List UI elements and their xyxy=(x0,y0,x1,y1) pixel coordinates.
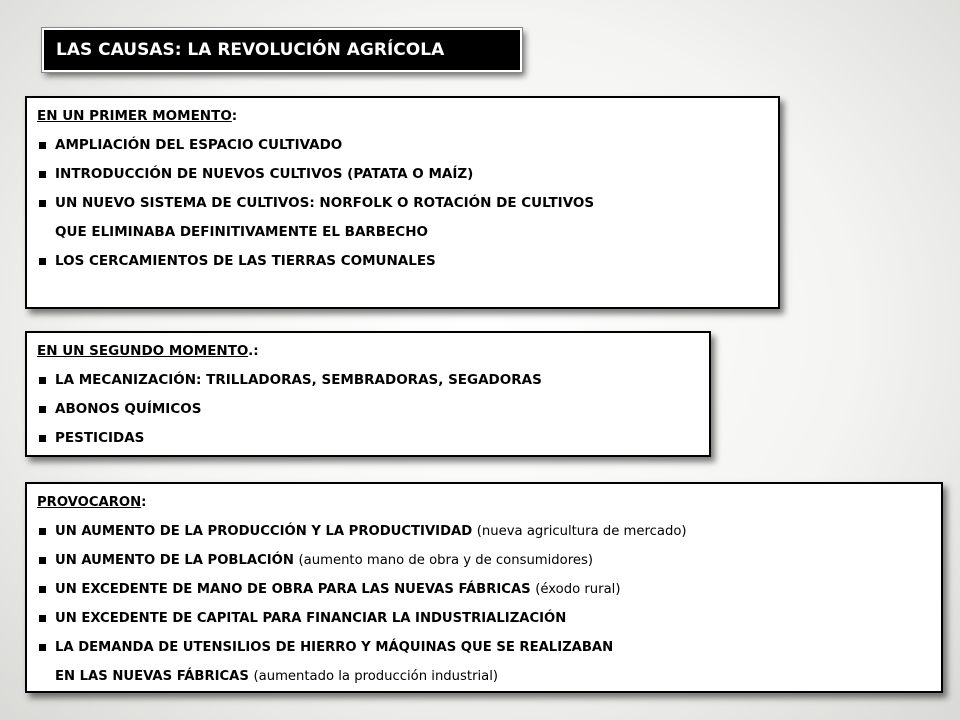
list-item xyxy=(37,517,931,546)
continuation-note: (aumentado la producción industrial) xyxy=(253,669,499,684)
item-continuation: QUE ELIMINABA DEFINITIVAMENTE EL BARBECHO xyxy=(55,224,428,240)
square-bullet-icon xyxy=(39,435,46,442)
list-item xyxy=(37,247,768,276)
section-heading xyxy=(37,337,699,366)
heading-suffix: .: xyxy=(248,343,259,359)
list-item xyxy=(37,546,931,575)
square-bullet-icon xyxy=(39,557,46,564)
bullet-list xyxy=(37,517,931,691)
square-bullet-icon xyxy=(39,171,46,178)
square-bullet-icon xyxy=(39,200,46,207)
square-bullet-icon xyxy=(39,258,46,265)
square-bullet-icon xyxy=(39,377,46,384)
item-text: AMPLIACIÓN DEL ESPACIO CULTIVADO xyxy=(55,137,343,153)
heading-suffix: : xyxy=(231,108,238,124)
bullet-list xyxy=(37,366,699,453)
list-item xyxy=(37,160,768,189)
square-bullet-icon xyxy=(39,528,46,535)
heading-suffix: : xyxy=(141,495,147,510)
list-item xyxy=(37,395,699,424)
continuation-text: EN LAS NUEVAS FÁBRICAS xyxy=(55,669,254,684)
item-text: INTRODUCCIÓN DE NUEVOS CULTIVOS (PATATA O MAÍZ) xyxy=(55,166,474,182)
list-item xyxy=(37,575,931,604)
heading-text: EN UN PRIMER MOMENTO xyxy=(37,108,232,124)
list-item xyxy=(37,633,931,691)
item-text: UN NUEVO SISTEMA DE CULTIVOS: NORFOLK O ROTACIÓN DE CULTIVOS xyxy=(55,195,595,211)
item-text: ABONOS QUÍMICOS xyxy=(55,401,202,417)
segundo-momento-box xyxy=(25,331,711,457)
item-text: UN AUMENTO DE LA POBLACIÓN xyxy=(55,553,299,568)
item-text: LA MECANIZACIÓN: TRILLADORAS, SEMBRADORAS, SEGADORAS xyxy=(55,372,542,388)
item-text: LOS CERCAMIENTOS DE LAS TIERRAS COMUNALES xyxy=(55,253,436,269)
item-text: UN AUMENTO DE LA PRODUCCIÓN Y LA PRODUCTIVIDAD xyxy=(55,524,477,539)
item-note: (nueva agricultura de mercado) xyxy=(476,524,687,539)
list-item xyxy=(37,604,931,633)
square-bullet-icon xyxy=(39,142,46,149)
slide-title: LAS CAUSAS: LA REVOLUCIÓN AGRÍCOLA xyxy=(42,28,522,72)
primer-momento-box xyxy=(25,96,780,309)
list-item xyxy=(37,131,768,160)
list-item xyxy=(37,366,699,395)
item-text: PESTICIDAS xyxy=(55,430,145,446)
item-text: LA DEMANDA DE UTENSILIOS DE HIERRO Y MÁQUINAS QUE SE REALIZABAN xyxy=(55,640,614,655)
bullet-list xyxy=(37,131,768,276)
square-bullet-icon xyxy=(39,615,46,622)
section-heading xyxy=(37,102,768,131)
section-heading xyxy=(37,488,931,517)
item-note: (aumento mano de obra y de consumidores) xyxy=(298,553,594,568)
list-item xyxy=(37,189,768,247)
square-bullet-icon xyxy=(39,644,46,651)
provocaron-box xyxy=(25,482,943,693)
square-bullet-icon xyxy=(39,406,46,413)
item-text: UN EXCEDENTE DE MANO DE OBRA PARA LAS NUEVAS FÁBRICAS xyxy=(55,582,536,597)
list-item xyxy=(37,424,699,453)
square-bullet-icon xyxy=(39,586,46,593)
item-text: UN EXCEDENTE DE CAPITAL PARA FINANCIAR LA INDUSTRIALIZACIÓN xyxy=(55,611,567,626)
heading-text: EN UN SEGUNDO MOMENTO xyxy=(37,343,249,359)
item-note: (éxodo rural) xyxy=(535,582,621,597)
heading-text: PROVOCARON xyxy=(37,495,142,510)
item-continuation xyxy=(55,662,931,691)
